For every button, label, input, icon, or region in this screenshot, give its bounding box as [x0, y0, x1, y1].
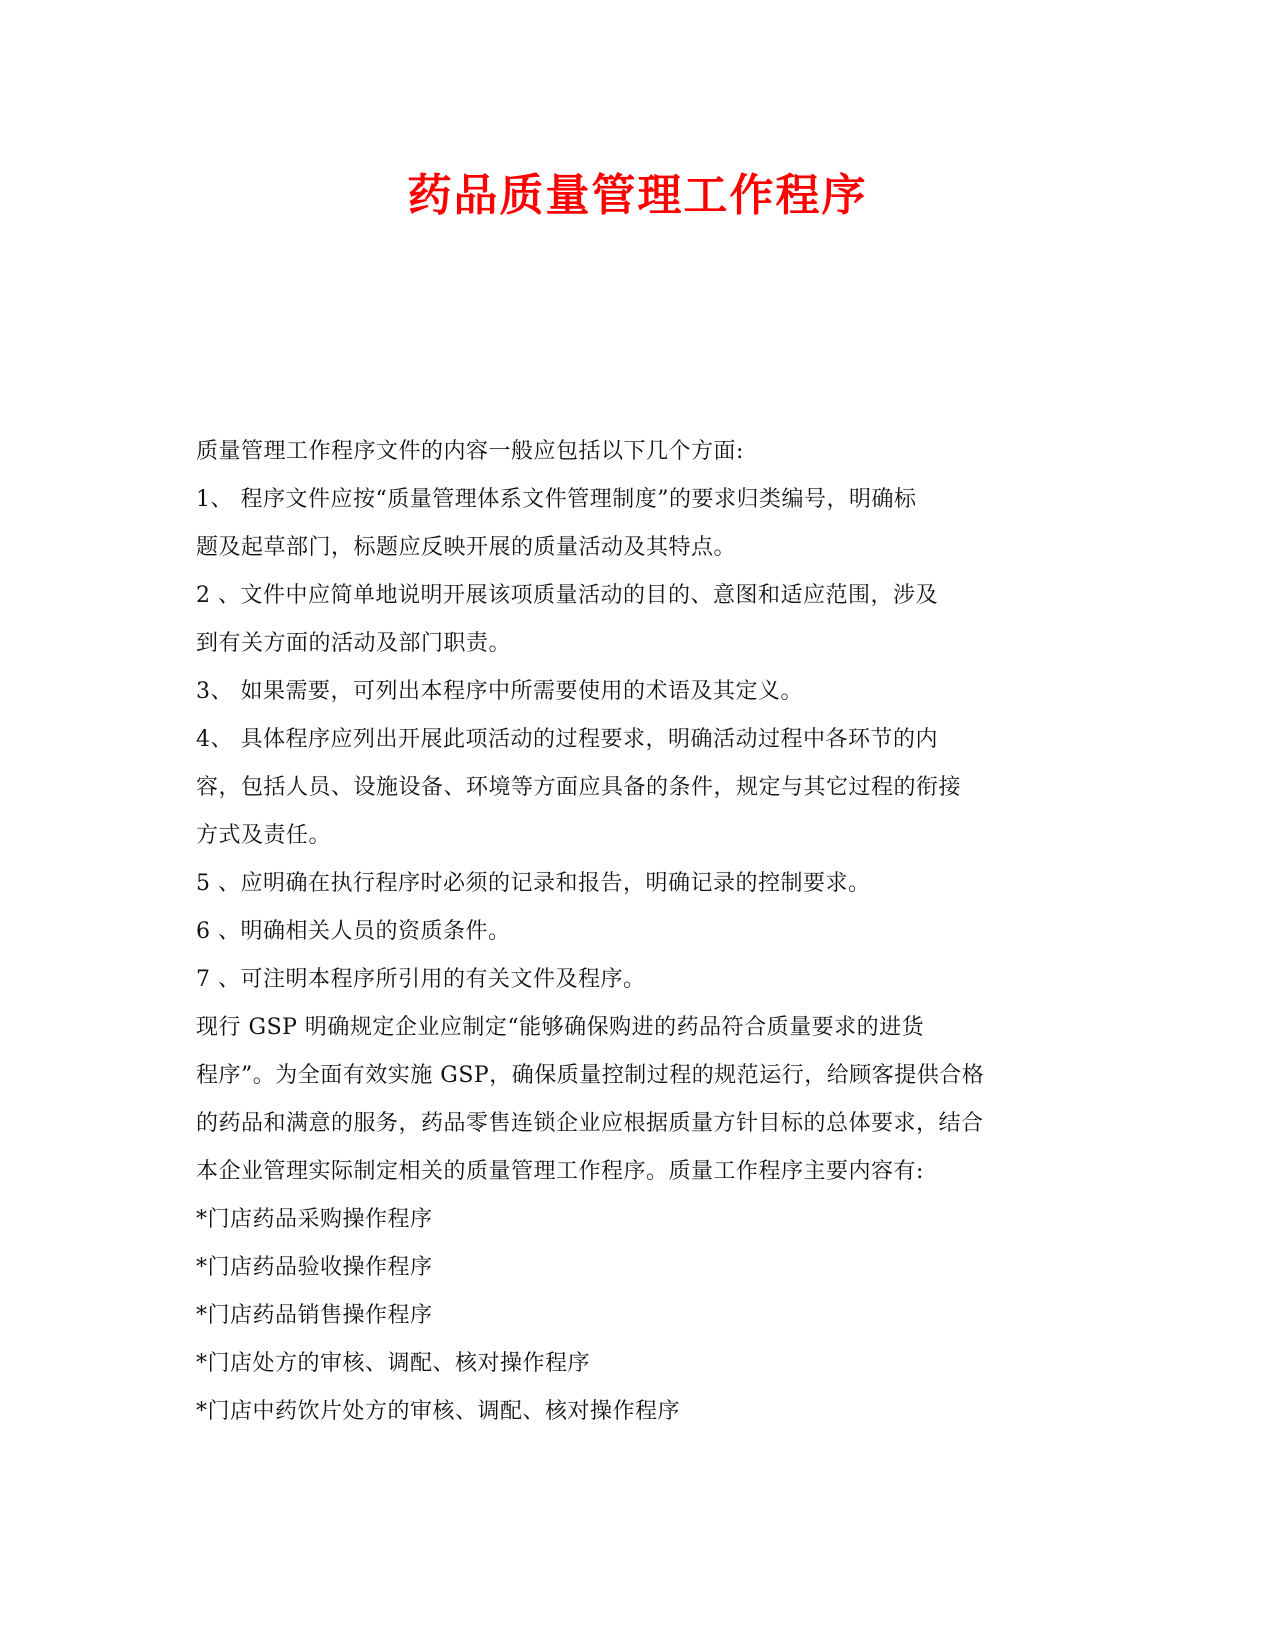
item-3-line: 3、 如果需要，可列出本程序中所需要使用的术语及其定义。: [196, 679, 803, 704]
procedure-list-item: *门店药品采购操作程序: [196, 1207, 433, 1232]
procedure-list-item: *门店处方的审核、调配、核对操作程序: [196, 1351, 591, 1376]
gsp-paragraph-line-2: 程序”。为全面有效实施 GSP，确保质量控制过程的规范运行，给顾客提供合格: [196, 1063, 985, 1088]
procedure-list-item: *门店药品验收操作程序: [196, 1255, 433, 1280]
item-1-line-1: 1、 程序文件应按“质量管理体系文件管理制度”的要求归类编号，明确标: [196, 487, 917, 512]
item-5-line: 5 、应明确在执行程序时必须的记录和报告，明确记录的控制要求。: [196, 871, 871, 896]
document-body: [196, 428, 1076, 1436]
item-4-line-1: 4、 具体程序应列出开展此项活动的过程要求，明确活动过程中各环节的内: [196, 727, 938, 752]
item-4-line-3: 方式及责任。: [196, 823, 332, 848]
procedure-list-item: *门店中药饮片处方的审核、调配、核对操作程序: [196, 1399, 681, 1424]
gsp-paragraph-line-4: 本企业管理实际制定相关的质量管理工作程序。质量工作程序主要内容有:: [196, 1159, 924, 1184]
intro-line: 质量管理工作程序文件的内容一般应包括以下几个方面:: [196, 439, 744, 464]
item-7-line: 7 、可注明本程序所引用的有关文件及程序。: [196, 967, 646, 992]
item-4-line-2: 容，包括人员、设施设备、环境等方面应具备的条件，规定与其它过程的衔接: [196, 775, 962, 800]
document-title: 药品质量管理工作程序: [407, 170, 868, 221]
procedure-list-item: *门店药品销售操作程序: [196, 1303, 433, 1328]
item-1-line-2: 题及起草部门，标题应反映开展的质量活动及其特点。: [196, 535, 737, 560]
gsp-paragraph-line-1: 现行 GSP 明确规定企业应制定“能够确保购进的药品符合质量要求的进货: [196, 1015, 925, 1040]
item-2-line-2: 到有关方面的活动及部门职责。: [196, 631, 512, 656]
item-6-line: 6 、明确相关人员的资质条件。: [196, 919, 511, 944]
gsp-paragraph-line-3: 的药品和满意的服务，药品零售连锁企业应根据质量方针目标的总体要求，结合: [196, 1111, 984, 1136]
item-2-line-1: 2 、文件中应简单地说明开展该项质量活动的目的、意图和适应范围，涉及: [196, 583, 938, 608]
